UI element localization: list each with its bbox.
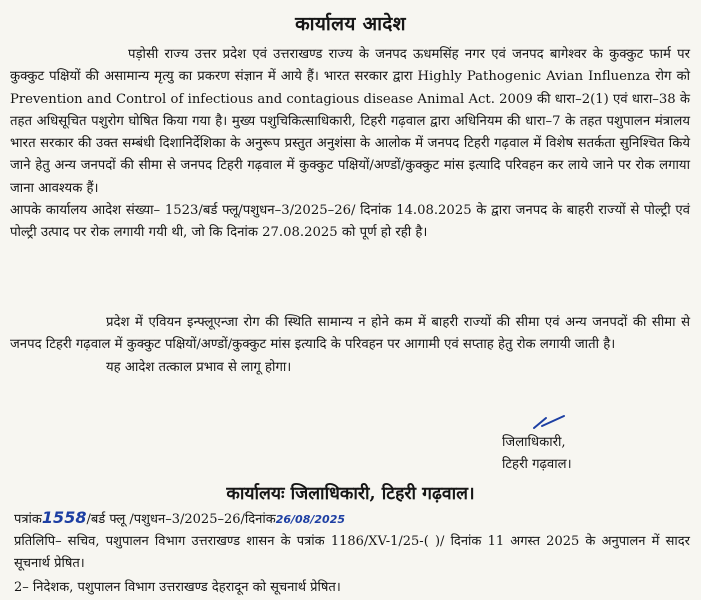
signature-mark-icon bbox=[530, 412, 570, 432]
order-body bbox=[10, 44, 690, 245]
signature-block bbox=[502, 432, 572, 476]
office-heading: कार्यालयः जिलाधिकारी, टिहरी गढ़वाल। bbox=[226, 484, 475, 504]
document-title: कार्यालय आदेश bbox=[295, 13, 406, 35]
handwritten-reference-date: 26/08/2025 bbox=[275, 513, 345, 526]
reference-line bbox=[14, 508, 345, 530]
order-body-2 bbox=[10, 312, 690, 379]
copy-item-1: प्रतिलिपि– सचिव, पशुपालन विभाग उत्तराखण्ड शासन के पत्रांक 1186/XV-1/25-( )/ दिनांक 11 अगस्त 2025 के अनुपालन में सादर सूचनार्थ प्रेषित। bbox=[14, 534, 690, 571]
signatory-designation: जिलाधिकारी, bbox=[502, 435, 566, 450]
reference-prefix: पत्रांक bbox=[14, 512, 42, 527]
copy-item-2: 2– निदेशक, पशुपालन विभाग उत्तराखण्ड देहरादून को सूचनार्थ प्रेषित। bbox=[14, 580, 341, 595]
reference-middle: /बर्ड फ्लू /पशुधन–3/2025–26/दिनांक bbox=[86, 512, 276, 527]
handwritten-reference-number: 1558 bbox=[41, 508, 87, 527]
order-paragraph-1b: आपके कार्यालय आदेश संख्या– 1523/बर्ड फ्लू/पशुधन–3/2025–26/ दिनांक 14.08.2025 के द्वारा जनपद के बाहरी राज्यों से पोल्ट्री एवं पोल्ट्री उत्पाद पर रोक लगायी गयी थी, जो कि दिनांक 27.08.2025 को पूर्ण हो रही है। bbox=[10, 203, 690, 241]
copy-to-section bbox=[14, 531, 690, 574]
order-paragraph-3: यह आदेश तत्काल प्रभाव से लागू होगा। bbox=[106, 359, 292, 375]
order-paragraph-2: प्रदेश में एवियन इन्फ्लूएन्जा रोग की स्थिति सामान्य न होने कम में बाहरी राज्यों की सीमा एवं अन्य जनपदों की सीमा से जनपद टिहरी गढ़वाल में कुक्कुट पक्षियों/अण्डों/कुक्कुट मांस इत्यादि के परिवहन पर आगामी एवं सप्ताह हेतु रोक लगायी जाती है। bbox=[10, 315, 690, 353]
order-paragraph-1: पड़ोसी राज्य उत्तर प्रदेश एवं उत्तराखण्ड राज्य के जनपद ऊधमसिंह नगर एवं जनपद बागेश्वर के कुक्कुट फार्म पर कुक्कुट पक्षियों की असामान्य मृत्यु का प्रकरण संज्ञान में आये हैं। भारत सरकार द्वारा Highly Pathogenic Avian Influenza रोग को Prevention and Control of infectious and contagious disease Animal Act. 2009 की धारा–2(1) एवं धारा–38 के तहत अधिसूचित पशुरोग घोषित किया गया है। मुख्य पशुचिकित्साधिकारी, टिहरी गढ़वाल द्वारा अधिनियम की धारा–7 के तहत पशुपालन मंत्रालय भारत सरकार की उक्त सम्बंधी दिशानिर्देशिका के अनुरूप प्रस्तुत अनुशंसा के आलोक में जनपद टिहरी गढ़वाल में विशेष सतर्कता सुनिश्चित किये जाने हेतु अन्य जनपदों की सीमा से जनपद टिहरी गढ़वाल में कुक्कुट पक्षियों/अण्डों/कुक्कुट मांस इत्यादि परिवहन कर लाये जाने पर रोक लगाया जाना आवश्यक हैं। bbox=[10, 47, 690, 196]
signatory-district: टिहरी गढ़वाल। bbox=[502, 457, 572, 472]
